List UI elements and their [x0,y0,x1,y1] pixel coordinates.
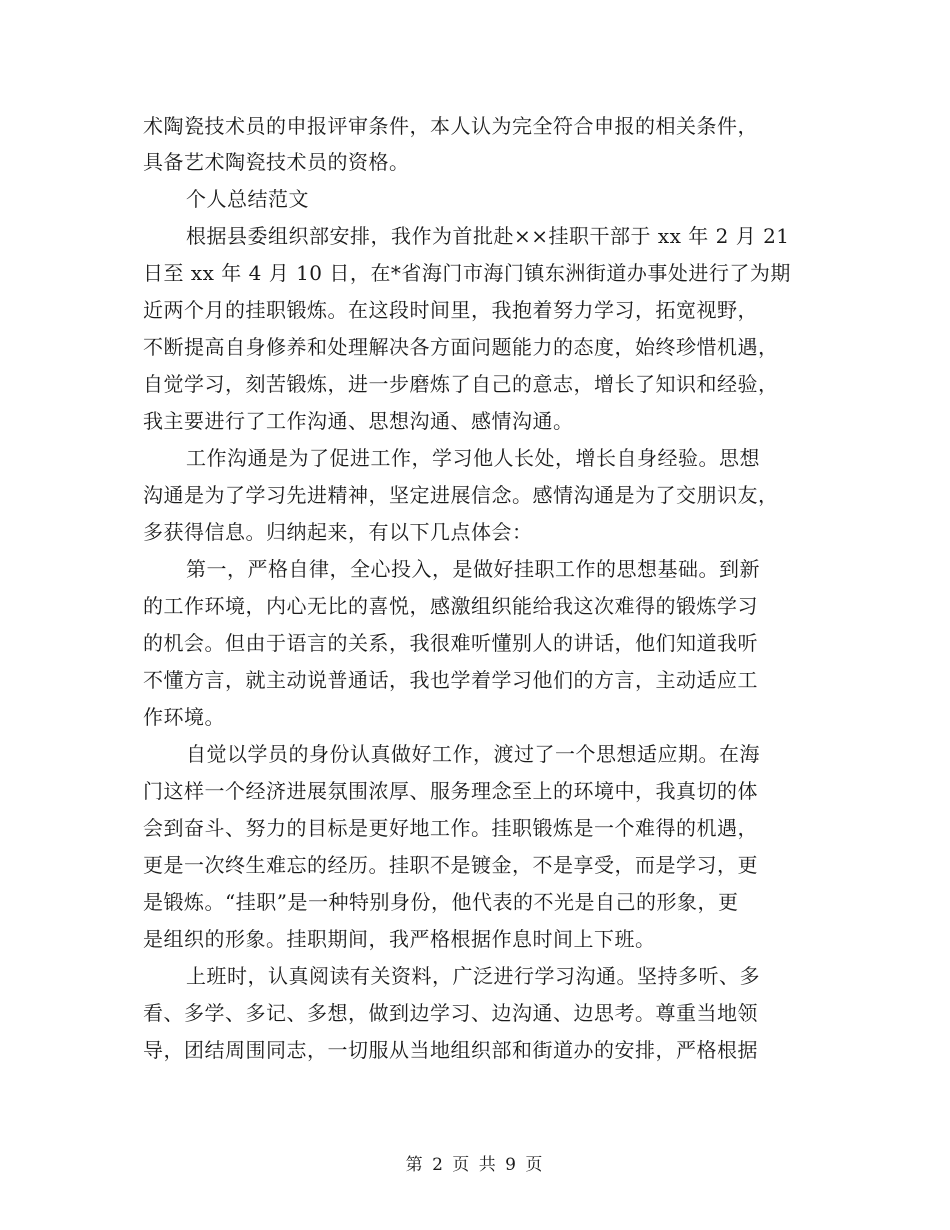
text-line: 我主要进行了工作沟通、思想沟通、感情沟通。 [143,409,574,433]
text-line: 自觉学习，刻苦锻炼，进一步磨炼了自己的意志，增长了知识和经验， [143,372,779,396]
text-line: 沟通是为了学习先进精神，坚定进展信念。感情沟通是为了交朋识友， [143,483,779,507]
page-footer: 第 2 页 共 9 页 [405,1155,545,1175]
text-line: 多获得信息。归纳起来，有以下几点体会： [143,520,533,544]
text-line: 工作沟通是为了促进工作，学习他人长处，增长自身经验。思想 [186,446,760,470]
text-line: 上班时，认真阅读有关资料，广泛进行学习沟通。坚持多听、多 [186,964,760,988]
text-line: 近两个月的挂职锻炼。在这段时间里，我抱着努力学习，拓宽视野， [143,298,758,322]
text-line: 看、多学、多记、多想，做到边学习、边沟通、边思考。尊重当地领 [143,1001,758,1025]
text-line: 第一，严格自律，全心投入，是做好挂职工作的思想基础。到新 [186,557,760,581]
text-line: 术陶瓷技术员的申报评审条件，本人认为完全符合申报的相关条件， [143,114,758,138]
text-line: 门这样一个经济进展氛围浓厚、服务理念至上的环境中，我真切的体 [143,779,758,803]
text-line: 根据县委组织部安排，我作为首批赴××挂职干部于 xx 年 2 月 21 [186,224,790,248]
text-line: 具备艺术陶瓷技术员的资格。 [143,150,410,174]
text-line: 的机会。但由于语言的关系，我很难听懂别人的讲话，他们知道我听 [143,631,758,655]
text-line: 日至 xx 年 4 月 10 日，在*省海门市海门镇东洲街道办事处进行了为期 [143,261,791,285]
text-line: 是锻炼。“挂职”是一种特别身份，他代表的不光是自己的形象，更 [143,890,739,914]
text-line: 是组织的形象。挂职期间，我严格根据作息时间上下班。 [143,927,656,951]
text-line: 的工作环境，内心无比的喜悦，感激组织能给我这次难得的锻炼学习 [143,594,758,618]
section-heading: 个人总结范文 [186,187,309,211]
text-line: 导，团结周围同志，一切服从当地组织部和街道办的安排，严格根据 [143,1038,758,1062]
text-line: 不懂方言，就主动说普通话，我也学着学习他们的方言，主动适应工 [143,668,758,692]
text-line: 作环境。 [143,705,225,729]
text-line: 自觉以学员的身份认真做好工作，渡过了一个思想适应期。在海 [186,742,760,766]
text-line: 会到奋斗、努力的目标是更好地工作。挂职锻炼是一个难得的机遇， [143,816,758,840]
text-line: 不断提高自身修养和处理解决各方面问题能力的态度，始终珍惜机遇， [143,335,779,359]
text-line: 更是一次终生难忘的经历。挂职不是镀金，不是享受，而是学习，更 [143,853,758,877]
